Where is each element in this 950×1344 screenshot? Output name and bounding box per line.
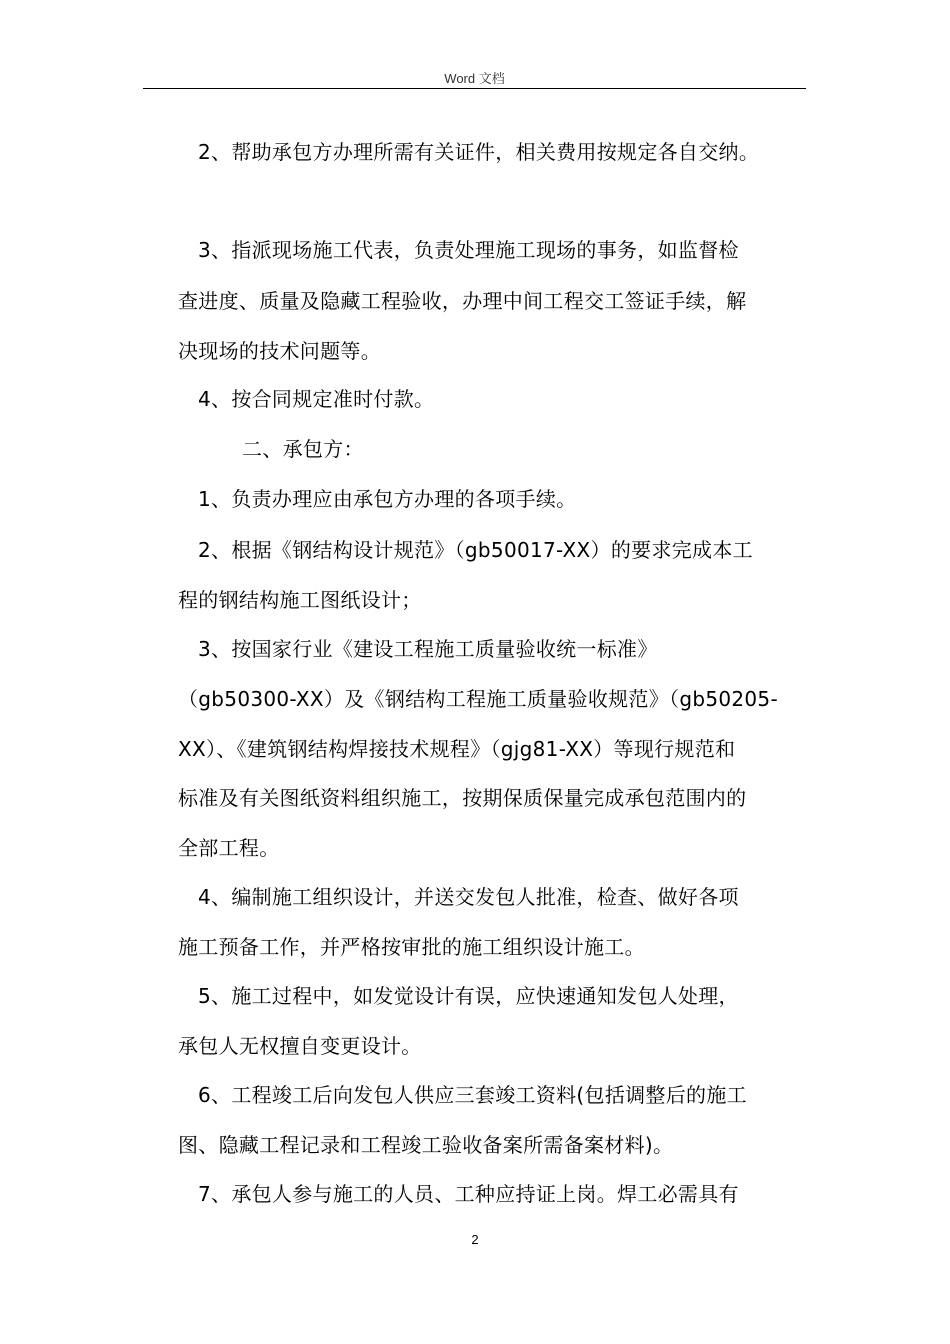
page-number: 2 — [471, 1232, 479, 1247]
paragraph-line: 4、编制施工组织设计，并送交发包人批准，检查、做好各项 — [198, 885, 739, 909]
paragraph-line: 标准及有关图纸资料组织施工，按期保质保量完成承包范围内的 — [178, 786, 747, 810]
paragraph-line: 7、承包人参与施工的人员、工种应持证上岗。焊工必需具有 — [198, 1182, 739, 1206]
paragraph-line: 2、帮助承包方办理所需有关证件，相关费用按规定各自交纳。 — [198, 140, 760, 164]
paragraph-line: 查进度、质量及隐藏工程验收，办理中间工程交工签证手续，解 — [178, 289, 747, 313]
paragraph-line: 3、指派现场施工代表，负责处理施工现场的事务，如监督检 — [198, 238, 739, 262]
page-header: Word 文档 — [444, 71, 505, 86]
paragraph-line: （gb50300-XX）及《钢结构工程施工质量验收规范》（gb50205- — [178, 687, 778, 711]
paragraph-line: 图、隐藏工程记录和工程竣工验收备案所需备案材料)。 — [178, 1133, 674, 1157]
paragraph-line: XX）、《建筑钢结构焊接技术规程》（gjg81-XX）等现行规范和 — [178, 737, 736, 761]
paragraph-line: 全部工程。 — [178, 836, 280, 860]
paragraph-line: 3、按国家行业《建设工程施工质量验收统一标准》 — [198, 637, 658, 661]
paragraph-line: 1、负责办理应由承包方办理的各项手续。 — [198, 487, 577, 511]
paragraph-line: 4、按合同规定准时付款。 — [198, 387, 435, 411]
paragraph-line: 程的钢结构施工图纸设计； — [178, 588, 422, 612]
paragraph-line: 承包人无权擅自变更设计。 — [178, 1034, 422, 1058]
paragraph-line: 施工预备工作，并严格按审批的施工组织设计施工。 — [178, 935, 645, 959]
paragraph-line: 2、根据《钢结构设计规范》（gb50017-XX）的要求完成本工 — [198, 538, 753, 562]
header-divider — [143, 88, 806, 89]
paragraph-line: 6、工程竣工后向发包人供应三套竣工资料(包括调整后的施工 — [198, 1083, 747, 1107]
section-heading: 二、承包方： — [242, 437, 364, 461]
paragraph-line: 5、施工过程中，如发觉设计有误，应快速通知发包人处理， — [198, 984, 739, 1008]
paragraph-line: 决现场的技术问题等。 — [178, 339, 381, 363]
